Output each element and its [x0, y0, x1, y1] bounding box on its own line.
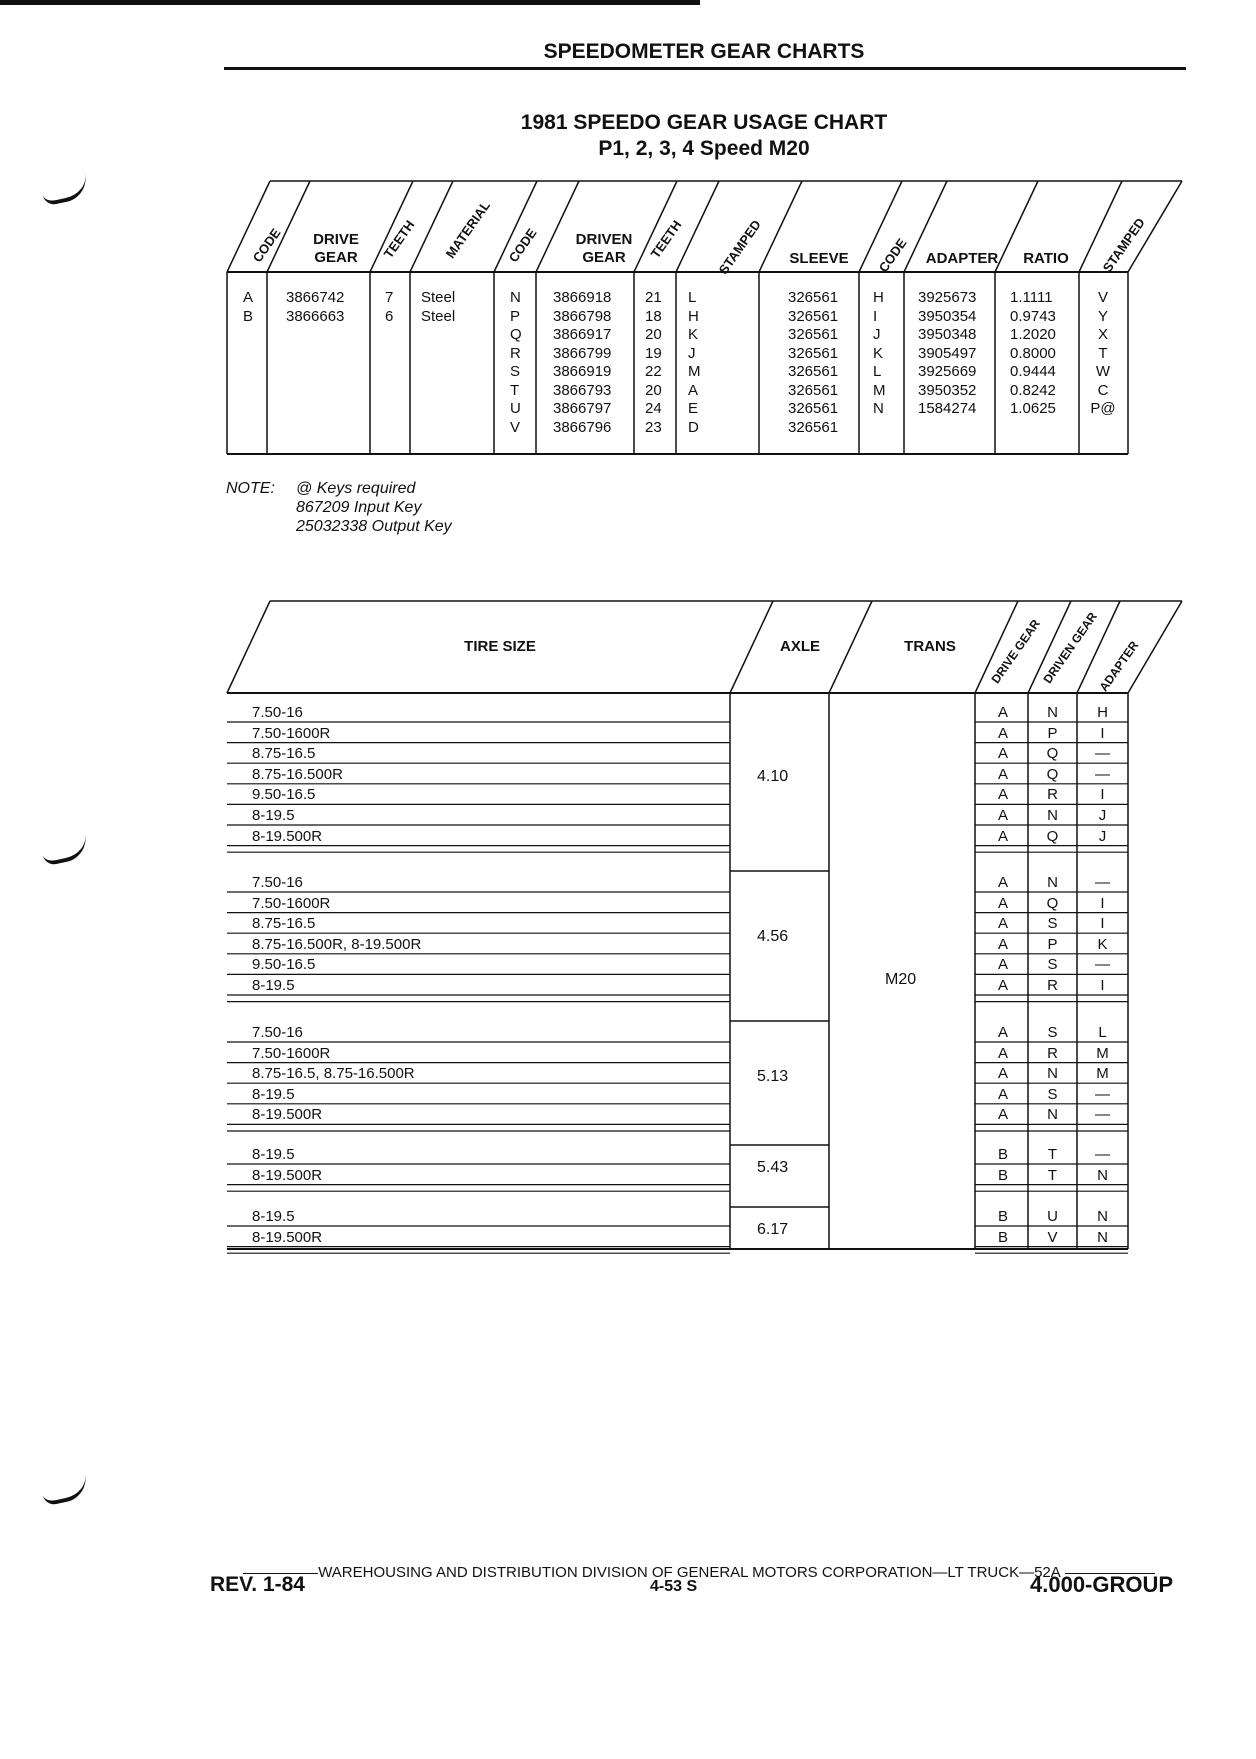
- driven-gear-code: N: [1047, 874, 1058, 891]
- driven-code: N: [510, 289, 521, 306]
- tire-size: 8-19.500R: [252, 1106, 323, 1124]
- sleeve-number: 326561: [788, 307, 839, 325]
- adapter-ratio: 0.8242: [1010, 381, 1056, 399]
- driven-code: S: [510, 363, 521, 380]
- adapter-code: I: [1100, 724, 1105, 742]
- driven-gear-code: P: [1047, 724, 1058, 742]
- driven-code: U: [510, 400, 521, 417]
- driven-gear-code: S: [1047, 956, 1058, 974]
- header-drive-gear-usage: DRIVE GEAR: [988, 616, 1043, 686]
- sleeve-number: 326561: [788, 344, 839, 362]
- header-code-2: CODE: [505, 225, 540, 265]
- axle-ratio: 4.10: [757, 768, 789, 786]
- adapter-code: —: [1095, 745, 1110, 763]
- tire-size: 7.50-16: [252, 704, 303, 721]
- adapter-code: N: [873, 400, 884, 417]
- tire-size: 8.75-16.5: [252, 915, 316, 933]
- adapter-code: —: [1095, 874, 1110, 891]
- tire-size: 7.50-16: [252, 1024, 303, 1041]
- driven-gear-code: R: [1047, 977, 1058, 994]
- driven-teeth: 19: [645, 344, 662, 362]
- adapter-number: 3950348: [918, 326, 977, 343]
- sleeve-number: 326561: [788, 418, 839, 436]
- adapter-code: J: [1098, 827, 1107, 845]
- driven-code: R: [510, 344, 521, 362]
- header-material: MATERIAL: [442, 198, 493, 261]
- adapter-stamped: Y: [1097, 307, 1108, 325]
- driven-gear-code: Q: [1046, 745, 1059, 763]
- header-drive-gear-line2: GEAR: [314, 249, 358, 266]
- driven-gear-code: P: [1047, 935, 1058, 953]
- driven-teeth: 23: [645, 418, 662, 436]
- adapter-ratio: 0.9743: [1010, 307, 1056, 325]
- axle-ratio: 5.13: [757, 1067, 789, 1085]
- adapter-ratio: 1.0625: [1010, 400, 1056, 417]
- driven-gear-code: N: [1047, 807, 1058, 824]
- adapter-ratio: 1.1111: [1010, 289, 1053, 306]
- note-line3: 25032338 Output Key: [296, 518, 452, 535]
- adapter-code: I: [1100, 915, 1105, 933]
- adapter-code: I: [1100, 786, 1105, 804]
- revision: REV. 1-84: [210, 1573, 305, 1596]
- sleeve-number: 326561: [788, 363, 839, 380]
- driven-teeth: 20: [645, 326, 662, 343]
- drive-gear-code: A: [997, 807, 1008, 824]
- adapter-code: I: [1100, 894, 1105, 912]
- drive-gear-code: A: [997, 786, 1008, 804]
- tire-size: 7.50-1600R: [252, 1044, 331, 1062]
- adapter-code: —: [1095, 1085, 1110, 1103]
- driven-gear-code: Q: [1046, 894, 1059, 912]
- driven-gear-number: 3866799: [553, 344, 612, 362]
- adapter-code: I: [873, 307, 878, 325]
- adapter-code: I: [1100, 977, 1105, 994]
- driven-gear-code: T: [1047, 1166, 1058, 1184]
- header-driven-gear: [562, 231, 646, 267]
- axle-ratio: 4.56: [757, 927, 789, 945]
- drive-gear-code: A: [997, 827, 1008, 845]
- header-sleeve: SLEEVE: [789, 250, 849, 267]
- drive-material: Steel: [421, 307, 456, 325]
- driven-gear-number: 3866919: [553, 363, 612, 380]
- drive-gear-code: A: [997, 765, 1008, 783]
- adapter-code: L: [1098, 1024, 1107, 1041]
- driven-stamped: H: [688, 307, 699, 325]
- adapter-number: 3925669: [918, 363, 977, 380]
- sleeve-number: 326561: [788, 381, 839, 399]
- tire-size: 9.50-16.5: [252, 786, 316, 804]
- header-driven-gear-usage: DRIVEN GEAR: [1040, 609, 1100, 686]
- driven-stamped: L: [688, 289, 697, 306]
- tire-size: 8.75-16.500R, 8-19.500R: [252, 935, 422, 953]
- drive-gear-code: B: [997, 1228, 1008, 1246]
- adapter-ratio: 0.9444: [1010, 363, 1056, 380]
- driven-stamped: M: [688, 363, 701, 380]
- adapter-stamped: X: [1097, 326, 1108, 343]
- driven-gear-code: S: [1047, 1085, 1058, 1103]
- tire-size: 8-19.500R: [252, 1228, 323, 1246]
- drive-gear-code: A: [997, 1024, 1008, 1041]
- drive-gear-code: A: [997, 977, 1008, 994]
- driven-gear-number: 3866798: [553, 307, 612, 325]
- driven-gear-code: Q: [1046, 827, 1059, 845]
- driven-code: T: [510, 381, 520, 399]
- tire-size: 7.50-1600R: [252, 894, 331, 912]
- adapter-code: K: [1097, 935, 1108, 953]
- drive-code: A: [243, 289, 254, 306]
- adapter-stamped: P@: [1090, 400, 1116, 417]
- driven-gear-code: R: [1047, 786, 1058, 804]
- adapter-code: H: [1097, 704, 1108, 721]
- drive-code: B: [243, 307, 254, 325]
- driven-gear-number: 3866796: [553, 418, 612, 436]
- page-number: 4-53 S: [650, 1578, 698, 1595]
- trans-value: M20: [885, 971, 917, 988]
- driven-gear-number: 3866917: [553, 326, 612, 343]
- drive-gear-code: B: [997, 1166, 1008, 1184]
- note-line1: @ Keys required: [296, 480, 416, 497]
- drive-gear-code: B: [997, 1208, 1008, 1225]
- header-driven-gear-line1: DRIVEN: [575, 231, 633, 248]
- driven-stamped: E: [688, 400, 699, 417]
- drive-gear-code: A: [997, 1065, 1008, 1083]
- drive-gear-number: 3866663: [286, 307, 345, 325]
- adapter-stamped: V: [1097, 289, 1108, 306]
- driven-gear-code: V: [1047, 1228, 1058, 1246]
- drive-gear-code: A: [997, 1085, 1008, 1103]
- header-tire-size: TIRE SIZE: [464, 638, 536, 655]
- driven-code: P: [510, 307, 521, 325]
- drive-material: Steel: [421, 289, 456, 306]
- header-code-1: CODE: [249, 225, 284, 265]
- adapter-code: M: [1096, 1044, 1109, 1062]
- driven-gear-number: 3866797: [553, 400, 612, 417]
- adapter-stamped: C: [1097, 381, 1109, 399]
- tire-size: 8.75-16.5: [252, 745, 316, 763]
- drive-gear-code: A: [997, 915, 1008, 933]
- adapter-code: J: [873, 326, 881, 343]
- driven-teeth: 20: [645, 381, 662, 399]
- adapter-code: K: [873, 344, 884, 362]
- driven-stamped: J: [688, 344, 696, 362]
- adapter-code: —: [1095, 1106, 1110, 1124]
- tire-size: 8-19.5: [252, 977, 295, 994]
- adapter-code: N: [1097, 1208, 1108, 1225]
- driven-teeth: 21: [645, 289, 662, 306]
- sleeve-number: 326561: [788, 400, 839, 417]
- adapter-ratio: 0.8000: [1010, 344, 1056, 362]
- drive-gear-code: A: [997, 894, 1008, 912]
- driven-stamped: A: [688, 381, 699, 399]
- adapter-code: M: [873, 381, 886, 399]
- tire-size: 8-19.500R: [252, 1166, 323, 1184]
- header-code-3: CODE: [875, 235, 910, 275]
- drive-gear-code: A: [997, 724, 1008, 742]
- driven-code: Q: [510, 326, 522, 343]
- driven-gear-code: N: [1047, 704, 1058, 721]
- header-trans: TRANS: [904, 638, 956, 655]
- group-number: 4.000-GROUP: [1030, 1572, 1174, 1597]
- drive-gear-code: B: [997, 1146, 1008, 1163]
- sleeve-number: 326561: [788, 326, 839, 343]
- header-stamped-2: STAMPED: [1099, 215, 1148, 275]
- driven-gear-number: 3866793: [553, 381, 612, 399]
- header-adapter-usage: ADAPTER: [1096, 638, 1142, 694]
- driven-stamped: K: [688, 326, 699, 343]
- driven-gear-code: S: [1047, 1024, 1058, 1041]
- driven-gear-code: Q: [1046, 765, 1059, 783]
- tire-size: 9.50-16.5: [252, 956, 316, 974]
- adapter-stamped: T: [1098, 344, 1108, 362]
- adapter-code: N: [1097, 1228, 1108, 1246]
- tire-size: 8-19.5: [252, 1085, 295, 1103]
- drive-gear-code: A: [997, 956, 1008, 974]
- drive-gear-code: A: [997, 1044, 1008, 1062]
- driven-teeth: 18: [645, 307, 662, 325]
- adapter-number: 3905497: [918, 344, 977, 362]
- adapter-code: —: [1095, 1146, 1110, 1163]
- driven-teeth: 24: [645, 400, 662, 417]
- drive-gear-code: A: [997, 704, 1008, 721]
- header-ratio: RATIO: [1023, 250, 1069, 267]
- adapter-ratio: 1.2020: [1010, 326, 1056, 343]
- driven-teeth: 22: [645, 363, 662, 380]
- adapter-number: 3950354: [918, 307, 977, 325]
- driven-gear-code: U: [1047, 1208, 1058, 1225]
- drive-gear-code: A: [997, 874, 1008, 891]
- header-drive-gear-line1: DRIVE: [313, 231, 359, 248]
- adapter-code: N: [1097, 1166, 1108, 1184]
- header-adapter: ADAPTER: [925, 250, 999, 267]
- tire-size: 7.50-16: [252, 874, 303, 891]
- adapter-stamped: W: [1095, 363, 1111, 380]
- footer-text: WAREHOUSING AND DISTRIBUTION DIVISION OF GENERAL MOTORS CORPORATION—LT TRUCK—52A: [318, 1564, 1061, 1581]
- header-driven-gear-line2: GEAR: [582, 249, 626, 266]
- header-teeth-1: TEETH: [380, 217, 418, 261]
- adapter-code: L: [873, 363, 882, 380]
- page-header: SPEEDOMETER GEAR CHARTS: [543, 40, 865, 63]
- driven-gear-code: S: [1047, 915, 1058, 933]
- note-line2: 867209 Input Key: [296, 499, 422, 516]
- tire-size: 8.75-16.5, 8.75-16.500R: [252, 1065, 415, 1083]
- drive-gear-code: A: [997, 1106, 1008, 1124]
- chart-title-line1: 1981 SPEEDO GEAR USAGE CHART: [520, 111, 888, 134]
- note-label: NOTE:: [226, 480, 275, 497]
- header-teeth-2: TEETH: [647, 217, 685, 261]
- driven-gear-code: R: [1047, 1044, 1058, 1062]
- chart-title-line2: P1, 2, 3, 4 Speed M20: [598, 137, 810, 160]
- drive-gear-code: A: [997, 745, 1008, 763]
- header-stamped-1: STAMPED: [715, 217, 764, 277]
- drive-teeth: 6: [385, 307, 394, 325]
- axle-ratio: 6.17: [757, 1220, 789, 1238]
- adapter-code: H: [873, 289, 884, 306]
- adapter-code: —: [1095, 765, 1110, 783]
- axle-ratio: 5.43: [757, 1158, 789, 1176]
- header-axle: AXLE: [779, 638, 820, 655]
- drive-gear-code: A: [997, 935, 1008, 953]
- driven-gear-code: N: [1047, 1065, 1058, 1083]
- driven-gear-number: 3866918: [553, 289, 612, 306]
- tire-size: 8-19.5: [252, 1146, 295, 1163]
- adapter-code: —: [1095, 956, 1110, 974]
- driven-gear-code: N: [1047, 1106, 1058, 1124]
- driven-gear-code: T: [1047, 1146, 1058, 1163]
- drive-gear-number: 3866742: [286, 289, 345, 306]
- sleeve-number: 326561: [788, 289, 839, 306]
- driven-stamped: D: [688, 418, 699, 436]
- adapter-number: 3950352: [918, 381, 977, 399]
- header-drive-gear: [296, 231, 376, 267]
- adapter-code: J: [1098, 807, 1107, 824]
- tire-size: 8-19.500R: [252, 827, 323, 845]
- driven-code: V: [510, 418, 521, 436]
- drive-teeth: 7: [385, 289, 394, 306]
- adapter-number: 1584274: [918, 400, 977, 417]
- tire-size: 8-19.5: [252, 807, 295, 824]
- tire-size: 8.75-16.500R: [252, 765, 343, 783]
- adapter-code: M: [1096, 1065, 1109, 1083]
- tire-size: 7.50-1600R: [252, 724, 331, 742]
- adapter-number: 3925673: [918, 289, 977, 306]
- tire-size: 8-19.5: [252, 1208, 295, 1225]
